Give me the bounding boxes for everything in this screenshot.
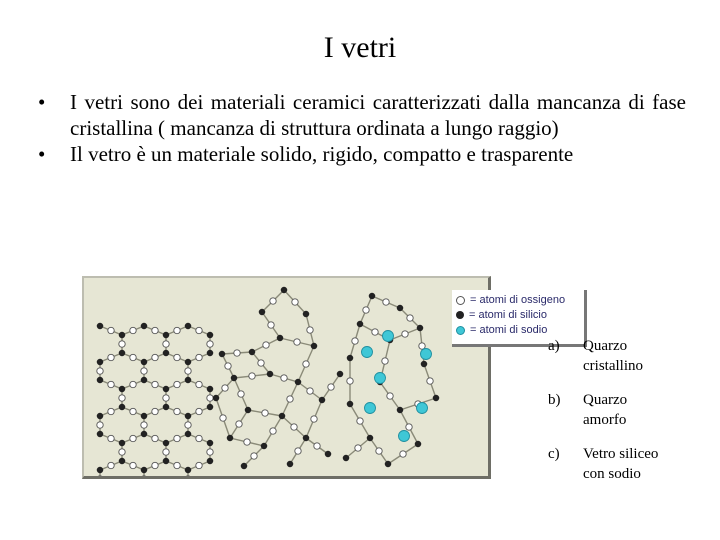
silicon-atom [163,404,169,410]
legend-label: = atomi di silicio [469,309,547,321]
oxygen-atom [130,381,136,387]
oxygen-atom [174,327,180,333]
oxygen-atom [174,435,180,441]
bullet-symbol: • [38,142,46,166]
oxygen-atom [357,418,363,424]
sodium-atom-icon [456,326,465,335]
oxygen-atom [270,298,276,304]
oxygen-atom [207,449,213,455]
silicon-atom [311,343,317,349]
oxygen-atom [314,443,320,449]
silicon-atom [119,332,125,338]
oxygen-atom [152,381,158,387]
bullet-symbol: • [38,90,46,114]
oxygen-atom [372,329,378,335]
oxygen-atom [130,435,136,441]
oxygen-atom [174,354,180,360]
structure-letter: b) [548,392,561,408]
oxygen-atom [295,448,301,454]
structure-letter: a) [548,338,560,354]
sodium-atom [365,403,376,414]
silicon-atom [303,311,309,317]
silicon-atom [397,305,403,311]
oxygen-atom [407,315,413,321]
silicon-atom [119,404,125,410]
structure-name: Quarzo amorfo [583,392,628,428]
oxygen-atom [311,416,317,422]
silicon-atom [163,350,169,356]
oxygen-atom [130,462,136,468]
oxygen-atom [97,422,103,428]
silicon-atom [241,463,247,469]
oxygen-atom [287,396,293,402]
silicon-atom [119,350,125,356]
oxygen-atom [387,393,393,399]
oxygen-atom-icon [456,296,465,305]
oxygen-atom [152,435,158,441]
silica-structures-figure [82,276,491,479]
silicon-atom [185,359,191,365]
sodium-atom [421,349,432,360]
bullet-item [38,89,686,141]
legend-row-sodium [456,324,547,337]
silicon-atom [207,350,213,356]
oxygen-atom [355,445,361,451]
oxygen-atom [163,449,169,455]
silicon-atom [141,377,147,383]
silicon-atom [421,361,427,367]
silicon-atom [245,407,251,413]
oxygen-atom [207,395,213,401]
slide-title: I vetri [323,31,397,64]
oxygen-atom [174,462,180,468]
sodium-atom [399,431,410,442]
oxygen-atom [328,384,334,390]
silicon-atom [367,435,373,441]
silicon-atom [97,413,103,419]
silicon-atom [369,293,375,299]
silicon-atom [97,359,103,365]
silicon-atom [347,401,353,407]
atoms-legend [452,290,587,347]
oxygen-atom [268,322,274,328]
oxygen-atom [119,341,125,347]
silicon-atom [163,440,169,446]
silicon-atom [319,397,325,403]
oxygen-atom [281,375,287,381]
oxygen-atom [427,378,433,384]
bullet-text: Il vetro è un materiale solido, rigido, compatto e trasparente [70,142,574,166]
structure-letter: c) [548,446,560,462]
oxygen-atom [294,339,300,345]
oxygen-atom [244,439,250,445]
oxygen-atom [141,422,147,428]
silicon-atom [141,467,147,473]
silicon-atom [287,461,293,467]
silicon-atom [97,467,103,473]
oxygen-atom [352,338,358,344]
oxygen-atom [406,424,412,430]
silicon-atom [185,431,191,437]
oxygen-atom [307,327,313,333]
oxygen-atom [234,350,240,356]
oxygen-atom [185,422,191,428]
silicon-atom [141,413,147,419]
oxygen-atom [400,451,406,457]
oxygen-atom [196,408,202,414]
silicon-atom [97,431,103,437]
silicon-atom [141,431,147,437]
oxygen-atom [222,385,228,391]
oxygen-atom [196,435,202,441]
atomic-structure-diagram [84,278,488,476]
silicon-atom [231,375,237,381]
silicon-atom [141,323,147,329]
silicon-atom [281,287,287,293]
oxygen-atom [163,341,169,347]
oxygen-atom [196,462,202,468]
bullet-text: I vetri sono dei materiali ceramici caratterizzati dalla mancanza di fase cristallina ( mancanza di struttura ordinata a lungo raggio) [70,90,686,140]
silicon-atom [347,355,353,361]
oxygen-atom [263,342,269,348]
silicon-atom [295,379,301,385]
silicon-atom [119,440,125,446]
silicon-atom [357,321,363,327]
silicon-atom [343,455,349,461]
legend-row-silicon [456,309,547,322]
silicon-atom [185,377,191,383]
oxygen-atom [262,410,268,416]
structure-name: Quarzo cristallino [583,338,643,374]
silicon-atom [207,386,213,392]
oxygen-atom [108,327,114,333]
sodium-atom [375,373,386,384]
silicon-atom [267,371,273,377]
silicon-atom [417,325,423,331]
oxygen-atom [130,408,136,414]
oxygen-atom [383,299,389,305]
silicon-atom [163,458,169,464]
oxygen-atom [196,381,202,387]
oxygen-atom [363,307,369,313]
oxygen-atom [152,354,158,360]
oxygen-atom [291,424,297,430]
oxygen-atom [174,408,180,414]
silicon-atom [277,335,283,341]
oxygen-atom [236,421,242,427]
silicon-atom [119,386,125,392]
silicon-atom [249,349,255,355]
oxygen-atom [258,360,264,366]
sodium-atom [417,403,428,414]
oxygen-atom [108,381,114,387]
silicon-atom [279,413,285,419]
oxygen-atom [108,462,114,468]
oxygen-atom [270,428,276,434]
oxygen-atom [141,368,147,374]
silicon-atom [163,332,169,338]
silicon-atom [303,435,309,441]
silicon-atom [337,371,343,377]
oxygen-atom [382,358,388,364]
silicon-atom [433,395,439,401]
legend-label: = atomi di ossigeno [470,294,566,306]
oxygen-atom [174,381,180,387]
silicon-atom [207,332,213,338]
oxygen-atom [238,391,244,397]
silicon-atom [261,443,267,449]
bullet-list [38,89,686,167]
oxygen-atom [152,408,158,414]
silicon-atom [415,441,421,447]
oxygen-atom [307,388,313,394]
silicon-atom [219,351,225,357]
silicon-atom [207,404,213,410]
silicon-atom [325,451,331,457]
oxygen-atom [97,368,103,374]
oxygen-atom [196,327,202,333]
structure-name: Vetro siliceo con sodio [583,446,659,482]
oxygen-atom [292,299,298,305]
bullet-item [38,141,686,167]
oxygen-atom [152,462,158,468]
silicon-atom [207,440,213,446]
sodium-atom [383,331,394,342]
oxygen-atom [249,373,255,379]
silicon-atom [185,413,191,419]
oxygen-atom [376,448,382,454]
silicon-atom-icon [456,311,464,319]
oxygen-atom [108,354,114,360]
oxygen-atom [119,395,125,401]
oxygen-atom [119,449,125,455]
silicon-atom [185,467,191,473]
oxygen-atom [130,354,136,360]
silicon-atom [141,359,147,365]
silicon-atom [163,386,169,392]
silicon-atom [397,407,403,413]
oxygen-atom [108,408,114,414]
oxygen-atom [402,331,408,337]
silicon-atom [97,377,103,383]
oxygen-atom [196,354,202,360]
sodium-atom [362,347,373,358]
oxygen-atom [108,435,114,441]
legend-row-oxygen [456,294,565,307]
silicon-atom [185,323,191,329]
silicon-atom [207,458,213,464]
oxygen-atom [163,395,169,401]
oxygen-atom [130,327,136,333]
oxygen-atom [220,415,226,421]
oxygen-atom [251,453,257,459]
silicon-atom [119,458,125,464]
oxygen-atom [152,327,158,333]
oxygen-atom [185,368,191,374]
silicon-atom [259,309,265,315]
oxygen-atom [419,343,425,349]
oxygen-atom [303,361,309,367]
silicon-atom [227,435,233,441]
legend-label: = atomi di sodio [470,324,548,336]
oxygen-atom [347,378,353,384]
silicon-atom [213,395,219,401]
oxygen-atom [207,341,213,347]
silicon-atom [97,323,103,329]
oxygen-atom [225,363,231,369]
silicon-atom [385,461,391,467]
